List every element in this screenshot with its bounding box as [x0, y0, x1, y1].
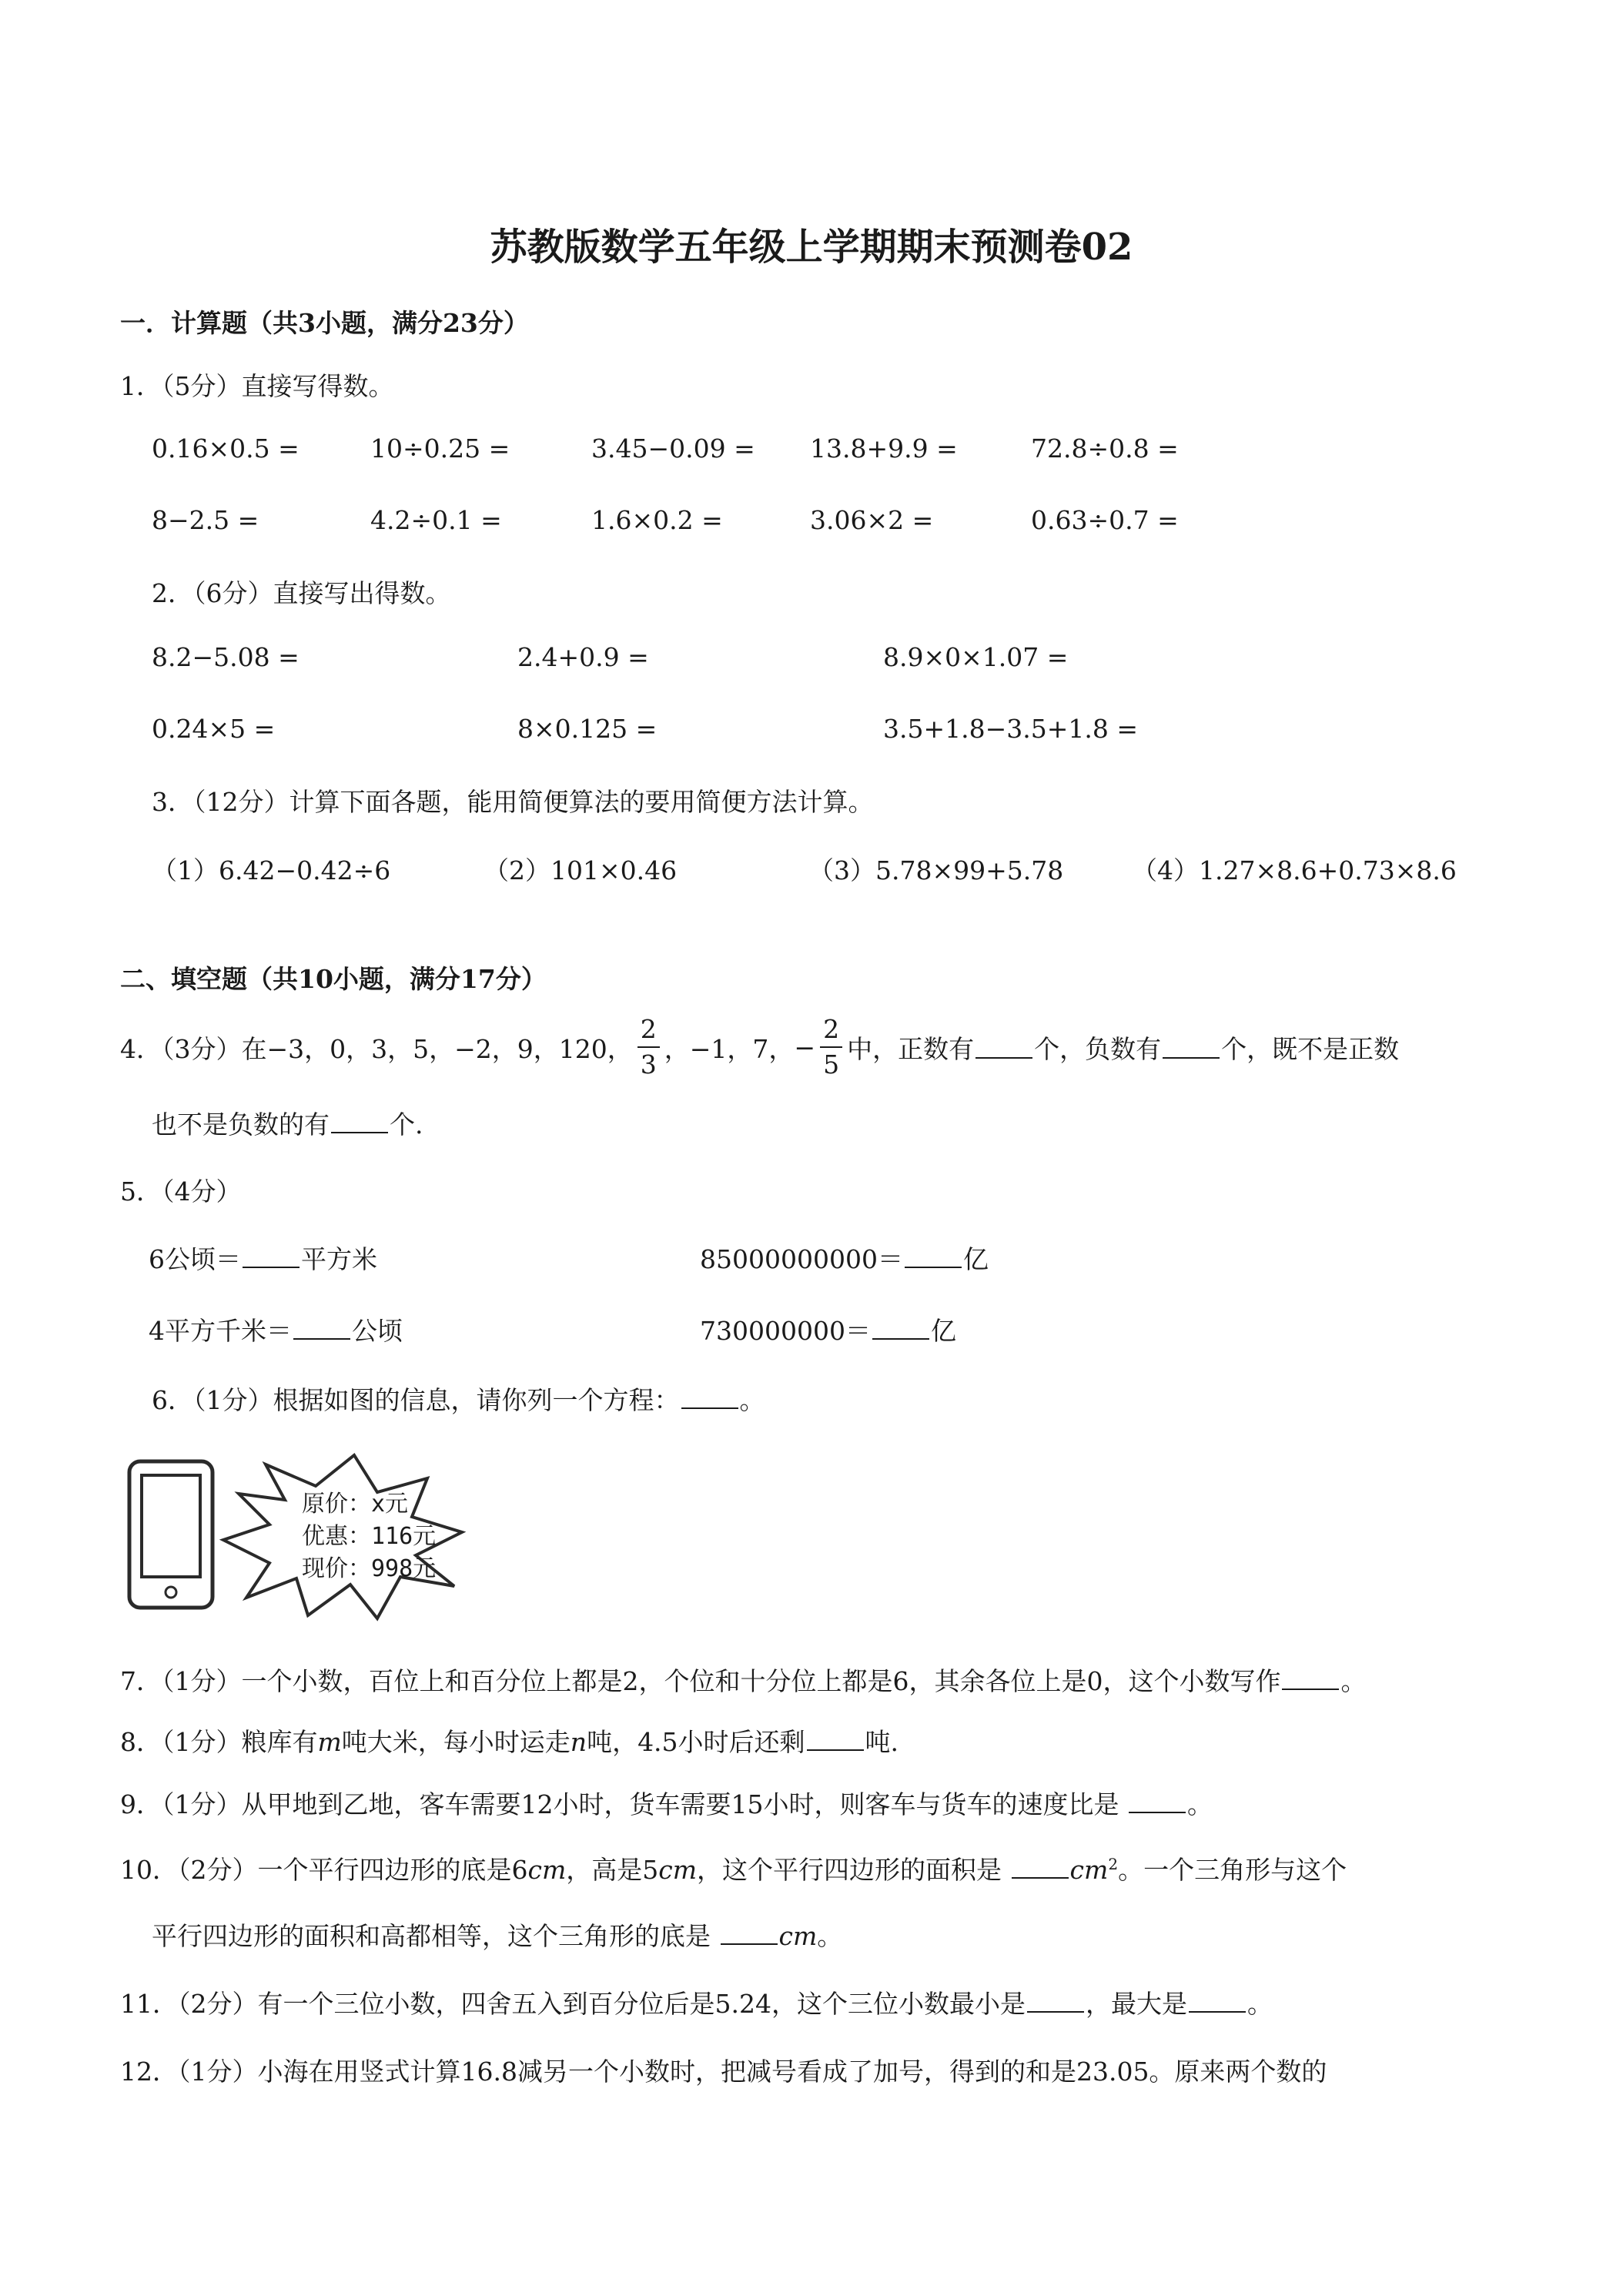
answer-blank[interactable] [807, 1728, 864, 1751]
question-1-label: 1．（5分）直接写得数。 [120, 371, 394, 401]
q4-text: 个，既不是正数 [1221, 1033, 1400, 1064]
question-12: 12．（1分）小海在用竖式计算16.8减另一个小数时，把减号看成了加号，得到的和是23.05。原来两个数的 [120, 2057, 1327, 2087]
answer-blank[interactable] [1163, 1036, 1220, 1059]
q10-unit: cm [658, 1855, 698, 1885]
answer-blank[interactable] [243, 1245, 300, 1268]
fraction-numerator: 2 [820, 1012, 842, 1048]
q1-item: 3.45−0.09 = [591, 433, 755, 464]
question-8 [120, 1722, 899, 1759]
question-7 [120, 1662, 1366, 1698]
q2-item: 8×0.125 = [517, 714, 658, 744]
q3-item: （2）101×0.46 [484, 855, 678, 885]
q4-text: 个. [390, 1110, 423, 1140]
q5-text: 730000000＝ [700, 1316, 871, 1346]
answer-blank[interactable] [721, 1922, 778, 1945]
q10-unit: cm [1069, 1855, 1109, 1885]
q10-unit: cm [778, 1921, 818, 1951]
q4-text: 中，正数有 [847, 1033, 975, 1064]
question-11 [120, 1984, 1273, 2020]
q1-item: 8−2.5 = [152, 505, 259, 535]
burst-line: 优惠：116元 [302, 1523, 437, 1550]
answer-blank[interactable] [1012, 1856, 1069, 1879]
q1-item: 3.06×2 = [810, 505, 934, 535]
q8-variable-m: m [317, 1727, 342, 1757]
q8-text: 吨，4.5小时后还剩 [587, 1727, 805, 1757]
q3-item: （4）1.27×8.6+0.73×8.6 [1132, 855, 1457, 885]
question-2-label: 2．（6分）直接写出得数。 [152, 578, 451, 608]
answer-blank[interactable] [681, 1386, 738, 1409]
q11-text: 。 [1247, 1989, 1273, 2019]
q1-item: 72.8÷0.8 = [1031, 433, 1179, 464]
q10-text: 。 [817, 1921, 843, 1951]
q4-fraction-2-5 [820, 1012, 842, 1082]
q11-text: 11．（2分）有一个三位小数，四舍五入到百分位后是5.24，这个三位小数最小是 [120, 1989, 1026, 2019]
q8-text: 8．（1分）粮库有 [120, 1727, 318, 1757]
q2-item: 8.2−5.08 = [152, 642, 300, 672]
q5-text: 6公顷＝ [149, 1244, 241, 1274]
page-title: 苏教版数学五年级上学期期末预测卷02 [490, 226, 1133, 269]
q7-text: 7．（1分）一个小数，百位上和百分位上都是2，个位和十分位上都是6，其余各位上是0，这个小数写作 [120, 1666, 1281, 1696]
question-4 [120, 1009, 1399, 1086]
q4-text: 个，负数有 [1034, 1033, 1162, 1064]
q1-item: 4.2÷0.1 = [370, 505, 502, 535]
q9-text: 9．（1分）从甲地到乙地，客车需要12小时，货车需要15小时，则客车与货车的速度比是 [120, 1789, 1119, 1819]
q8-variable-n: n [570, 1727, 587, 1757]
q5-text: 亿 [930, 1316, 956, 1346]
question-5-label: 5．（4分） [120, 1176, 242, 1207]
q1-item: 1.6×0.2 = [591, 505, 723, 535]
section-2-heading: 二、填空题（共10小题，满分17分） [120, 964, 547, 994]
answer-blank[interactable] [975, 1036, 1032, 1059]
q8-text: 吨大米，每小时运走 [341, 1727, 571, 1757]
q6-text: 。 [739, 1385, 765, 1415]
q4-minus-sign: − [794, 1032, 816, 1063]
q5-text: 4平方千米＝ [149, 1316, 292, 1346]
q5-text: 平方米 [301, 1244, 377, 1274]
q6-text: 6．（1分）根据如图的信息，请你列一个方程： [152, 1385, 680, 1415]
answer-blank[interactable] [1129, 1790, 1186, 1813]
q5-item [149, 1311, 403, 1347]
answer-blank[interactable] [293, 1317, 350, 1340]
answer-blank[interactable] [1282, 1667, 1339, 1690]
q10-text: 。一个三角形与这个 [1118, 1855, 1347, 1885]
answer-blank[interactable] [331, 1110, 388, 1133]
question-10-line-2 [152, 1916, 842, 1953]
question-3-label: 3．（12分）计算下面各题，能用简便算法的要用简便方法计算。 [152, 787, 874, 817]
q4-prefix: 4．（3分）在−3，0，3，5，−2，9，120， [120, 1033, 633, 1064]
q3-item: （3）5.78×99+5.78 [808, 855, 1064, 885]
q10-text: ，这个平行四边形的面积是 [697, 1855, 1002, 1885]
q6-figure [123, 1448, 524, 1625]
q2-item: 3.5+1.8−3.5+1.8 = [883, 714, 1139, 744]
q10-text: ，高是5 [566, 1855, 659, 1885]
q4-mid: ，−1，7， [664, 1033, 795, 1064]
q4-fraction-2-3 [637, 1012, 660, 1082]
question-6 [152, 1381, 765, 1417]
answer-blank[interactable] [1027, 1990, 1084, 2013]
q5-text: 公顷 [352, 1316, 403, 1346]
q1-item: 10÷0.25 = [370, 433, 510, 464]
q5-item [149, 1240, 377, 1276]
fraction-numerator: 2 [637, 1012, 660, 1048]
answer-blank[interactable] [872, 1317, 929, 1340]
answer-blank[interactable] [905, 1245, 962, 1268]
burst-line: 现价：998元 [302, 1555, 437, 1582]
q5-text: 85000000000＝ [700, 1244, 903, 1274]
q2-item: 2.4+0.9 = [517, 642, 649, 672]
q5-item [700, 1240, 989, 1276]
q3-item: （1）6.42−0.42÷6 [152, 855, 391, 885]
q10-superscript: 2 [1108, 1855, 1119, 1873]
answer-blank[interactable] [1189, 1990, 1246, 2013]
fraction-denominator: 3 [640, 1049, 657, 1079]
section-1-heading: 一．计算题（共3小题，满分23分） [120, 308, 529, 338]
q1-item: 0.63÷0.7 = [1031, 505, 1179, 535]
q9-text: 。 [1186, 1789, 1213, 1819]
q7-text: 。 [1340, 1666, 1367, 1696]
q10-unit: cm [527, 1855, 567, 1885]
fraction-denominator: 5 [823, 1049, 840, 1079]
q11-text: ，最大是 [1085, 1989, 1187, 2019]
q5-item [700, 1311, 956, 1347]
q4-text: 也不是负数的有 [152, 1110, 330, 1140]
q1-item: 0.16×0.5 = [152, 433, 300, 464]
q10-text: 10．（2分）一个平行四边形的底是6 [120, 1855, 528, 1885]
question-10 [120, 1850, 1347, 1886]
q2-item: 8.9×0×1.07 = [883, 642, 1069, 672]
q8-text: 吨. [865, 1727, 899, 1757]
q5-text: 亿 [962, 1244, 989, 1274]
q2-item: 0.24×5 = [152, 714, 276, 744]
burst-line: 原价：x元 [302, 1491, 409, 1518]
question-9 [120, 1785, 1213, 1821]
q1-item: 13.8+9.9 = [810, 433, 958, 464]
question-4-line-2 [152, 1105, 423, 1141]
q10-text: 平行四边形的面积和高都相等，这个三角形的底是 [152, 1921, 711, 1951]
